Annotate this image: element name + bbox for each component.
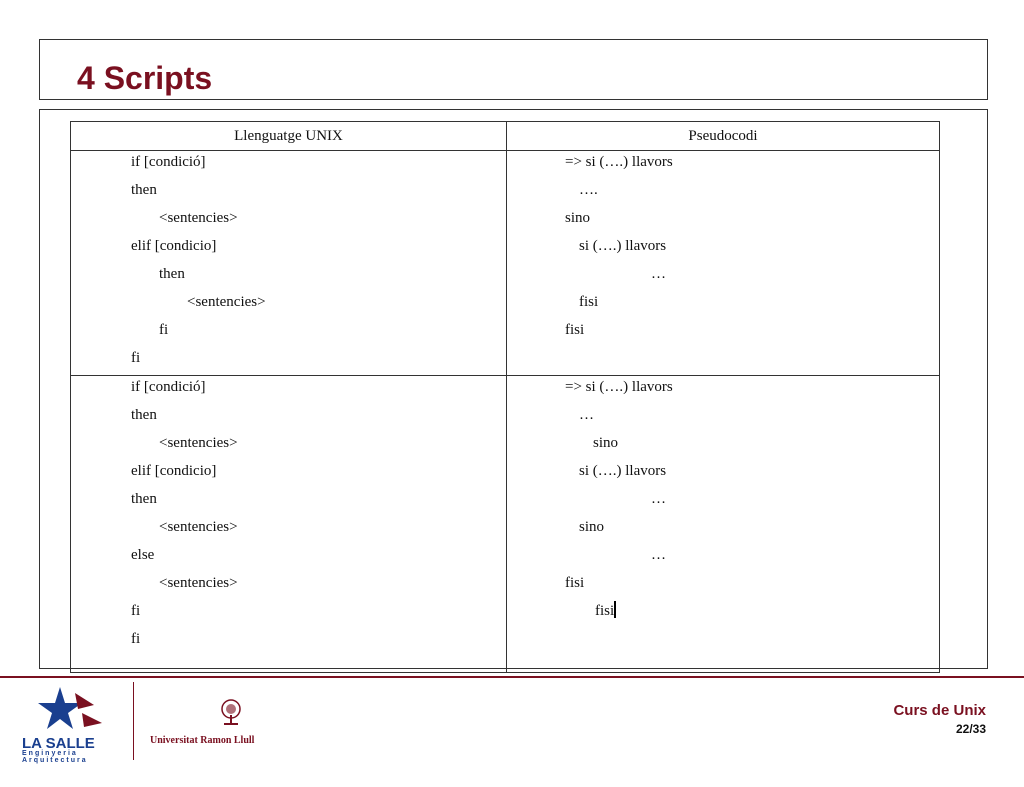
unix-cell xyxy=(71,151,507,376)
pseudo-line: si (….) llavors xyxy=(579,463,667,479)
code-line: elif [condicio] xyxy=(131,463,217,479)
page-number: 22/33 xyxy=(955,722,986,736)
code-line: elif [condicio] xyxy=(131,238,217,254)
pseudo-cell xyxy=(507,376,940,673)
pseudo-line: … xyxy=(651,491,666,507)
pseudo-line: => si (….) llavors xyxy=(565,154,673,170)
code-line: then xyxy=(131,491,157,507)
code-line: else xyxy=(131,547,155,563)
slide-title: 4 Scripts xyxy=(77,60,213,96)
code-line: <sentencies> xyxy=(159,210,238,226)
unix-cell xyxy=(71,376,507,673)
pseudo-line: … xyxy=(579,407,594,423)
title-frame xyxy=(39,39,988,100)
pseudo-line xyxy=(507,628,939,656)
pseudo-line: fisi xyxy=(565,575,585,591)
pseudo-line-text: fisi xyxy=(595,603,615,619)
pseudo-line: si (….) llavors xyxy=(579,238,667,254)
table-row xyxy=(71,151,940,376)
header-unix: Llenguatge UNIX xyxy=(71,122,507,151)
header-pseudocode: Pseudocodi xyxy=(507,122,940,151)
code-line: fi xyxy=(159,322,169,338)
code-line: fi xyxy=(131,603,141,619)
lasalle-logo-subtext-1: Enginyeria xyxy=(22,750,78,757)
code-line: <sentencies> xyxy=(159,519,238,535)
code-line: if [condició] xyxy=(131,154,206,170)
code-line: then xyxy=(131,182,157,198)
course-name: Curs de Unix xyxy=(893,702,986,719)
university-tree-logo-icon xyxy=(216,698,246,728)
code-line: then xyxy=(131,407,157,423)
pseudo-line: => si (….) llavors xyxy=(565,379,673,395)
pseudo-line: sino xyxy=(593,435,619,451)
pseudo-line: … xyxy=(651,547,666,563)
code-line: <sentencies> xyxy=(187,294,266,310)
lasalle-logo-subtext-2: Arquitectura xyxy=(22,757,88,764)
text-cursor xyxy=(614,601,616,618)
pseudo-line xyxy=(507,347,939,375)
footer-divider xyxy=(0,676,1024,678)
lasalle-logo-subtext xyxy=(22,750,88,764)
pseudo-line: fisi xyxy=(579,294,599,310)
pseudo-line: … xyxy=(651,266,666,282)
university-name: Universitat Ramon Llull xyxy=(150,735,255,746)
code-line: <sentencies> xyxy=(159,435,238,451)
code-line: then xyxy=(159,266,185,282)
code-line: if [condició] xyxy=(131,379,206,395)
pseudo-line: sino xyxy=(565,210,591,226)
code-line: fi xyxy=(131,631,141,647)
lasalle-logo-text: LA SALLE xyxy=(22,735,95,752)
pseudo-line: sino xyxy=(579,519,605,535)
pseudo-cell xyxy=(507,151,940,376)
comparison-table xyxy=(70,121,940,673)
pseudo-line: fisi xyxy=(565,322,585,338)
code-line: fi xyxy=(131,350,141,366)
code-line: <sentencies> xyxy=(159,575,238,591)
footer-logo-separator xyxy=(133,682,134,760)
table-row xyxy=(71,376,940,673)
pseudo-line: …. xyxy=(579,182,598,198)
pseudo-line xyxy=(507,600,939,628)
